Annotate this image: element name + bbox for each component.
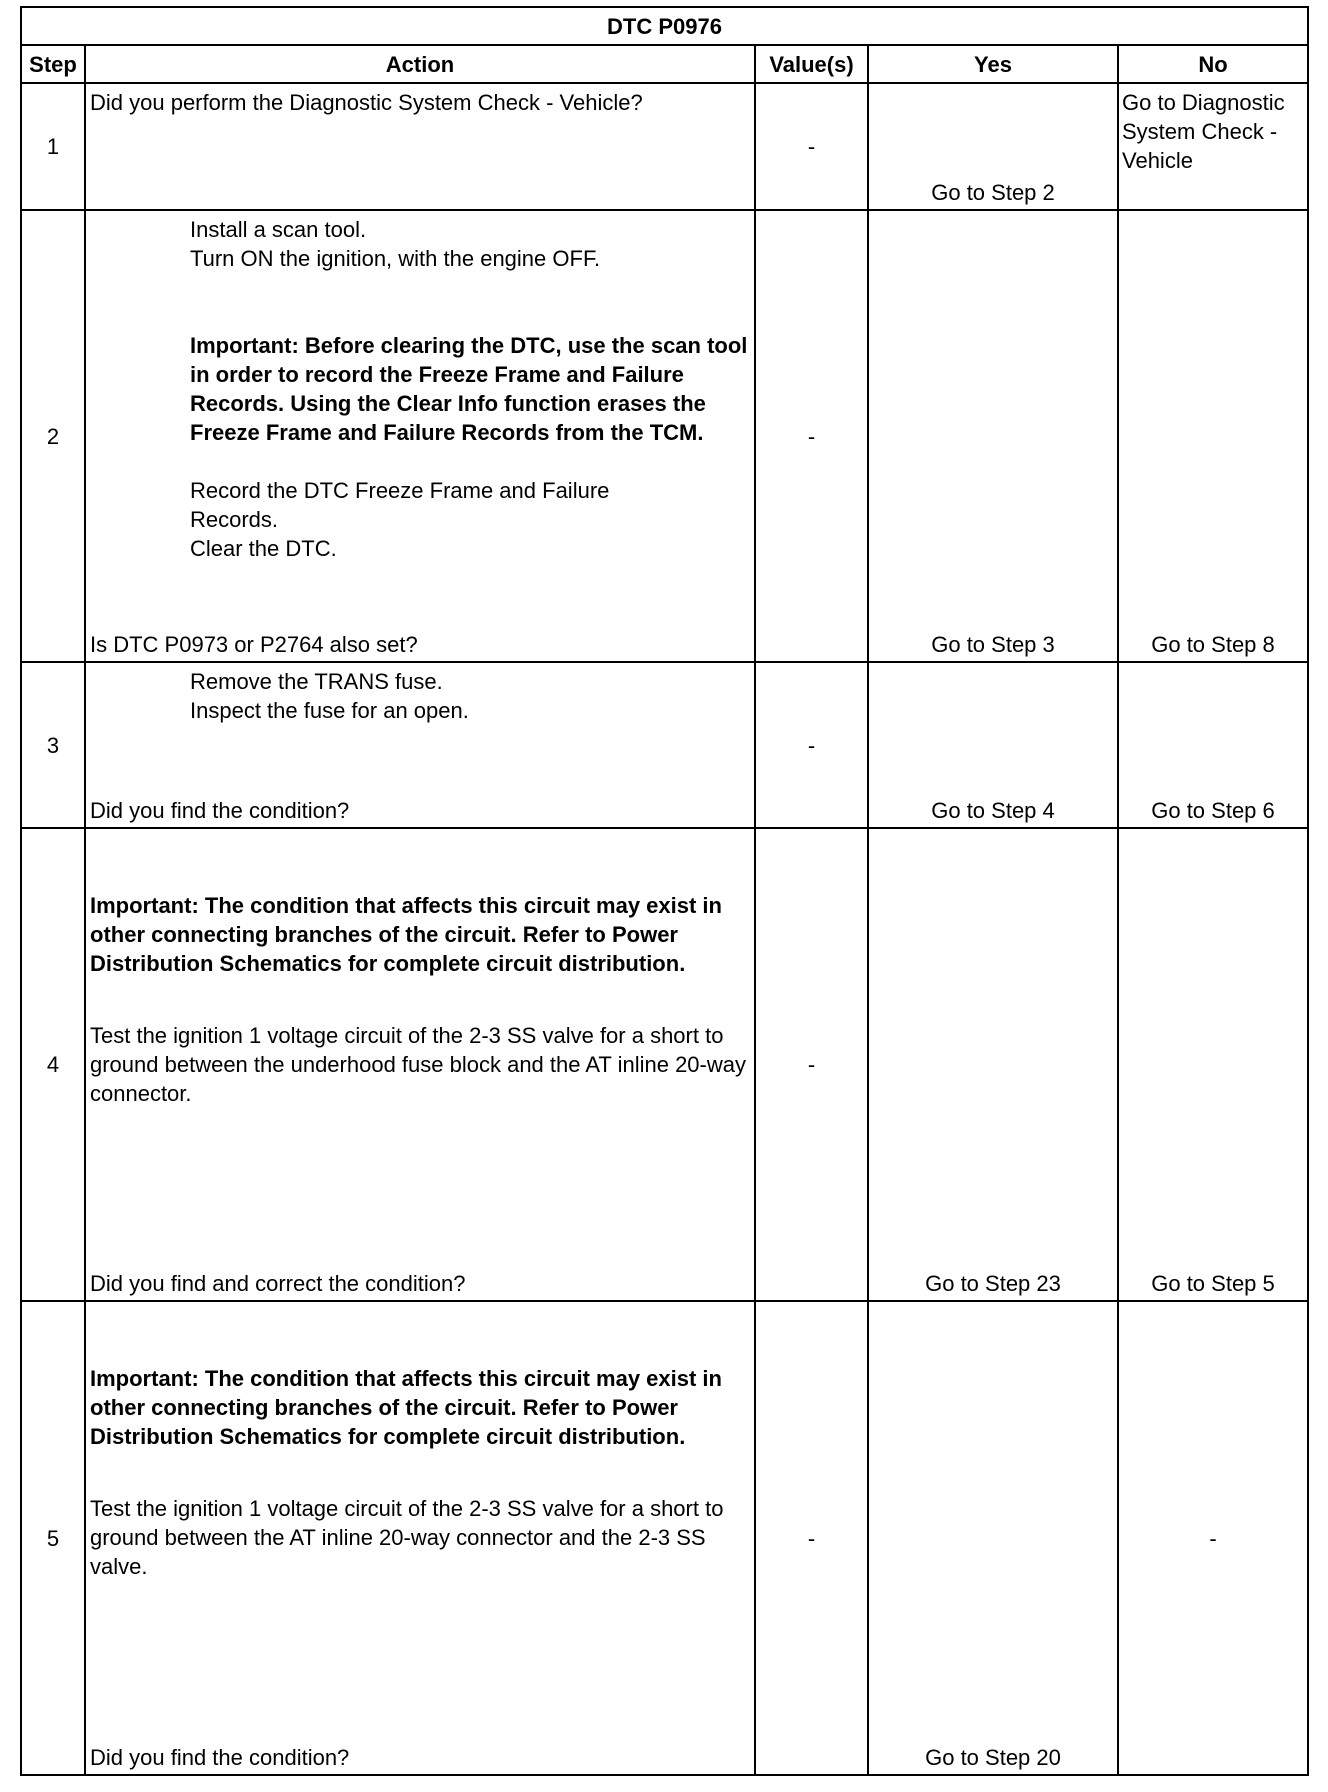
- action-line: Remove the TRANS fuse.: [190, 669, 443, 694]
- value-cell: -: [755, 662, 868, 828]
- table-row: [21, 1301, 1308, 1775]
- table-row: [21, 210, 1308, 662]
- important-note: Important: Before clearing the DTC, use the scan tool in order to record the Freeze Frame and Failure Records. Using the Clear Info function erases the Freeze Frame and Failure Records from the TCM.: [190, 333, 748, 445]
- yes-link[interactable]: Go to Step 3: [931, 632, 1055, 657]
- no-link[interactable]: Go to Diagnostic System Check - Vehicle: [1118, 83, 1308, 210]
- table-row: [21, 83, 1308, 210]
- value-cell: -: [755, 210, 868, 662]
- table-row: [21, 828, 1308, 1301]
- action-question: Did you find and correct the condition?: [90, 1271, 466, 1296]
- table-row: [21, 662, 1308, 828]
- no-link[interactable]: Go to Step 8: [1151, 632, 1275, 657]
- value-cell: -: [755, 83, 868, 210]
- action-text: Test the ignition 1 voltage circuit of the 2-3 SS valve for a short to ground between the AT inline 20-way connector and the 2-3 SS valve.: [90, 1496, 724, 1579]
- action-line: Clear the DTC.: [190, 536, 337, 561]
- action-question: Did you perform the Diagnostic System Check - Vehicle?: [90, 90, 643, 115]
- table-title: DTC P0976: [21, 7, 1308, 45]
- yes-link[interactable]: Go to Step 20: [925, 1745, 1061, 1770]
- header-no: No: [1118, 45, 1308, 83]
- action-line: Inspect the fuse for an open.: [190, 698, 469, 723]
- step-number: 2: [21, 210, 85, 662]
- step-number: 1: [21, 83, 85, 210]
- header-yes: Yes: [868, 45, 1118, 83]
- no-link[interactable]: Go to Step 6: [1151, 798, 1275, 823]
- value-cell: -: [755, 828, 868, 1301]
- action-line: Record the DTC Freeze Frame and Failure Records.: [190, 478, 610, 532]
- no-value: -: [1118, 1301, 1308, 1775]
- step-number: 4: [21, 828, 85, 1301]
- action-question: Did you find the condition?: [90, 798, 350, 823]
- important-note: Important: The condition that affects this circuit may exist in other connecting branches of the circuit. Refer to Power Distribution Schematics for complete circuit distribution.: [90, 1366, 722, 1449]
- step-number: 5: [21, 1301, 85, 1775]
- header-step: Step: [21, 45, 85, 83]
- yes-link[interactable]: Go to Step 4: [931, 798, 1055, 823]
- no-link[interactable]: Go to Step 5: [1151, 1271, 1275, 1296]
- value-cell: -: [755, 1301, 868, 1775]
- diagnostic-table: [20, 6, 1309, 1776]
- action-question: Is DTC P0973 or P2764 also set?: [90, 632, 418, 657]
- step-number: 3: [21, 662, 85, 828]
- action-question: Did you find the condition?: [90, 1745, 350, 1770]
- action-line: Turn ON the ignition, with the engine OFF.: [190, 246, 601, 271]
- action-text: Test the ignition 1 voltage circuit of the 2-3 SS valve for a short to ground between the underhood fuse block and the AT inline 20-way connector.: [90, 1023, 746, 1106]
- yes-link[interactable]: Go to Step 23: [925, 1271, 1061, 1296]
- header-values: Value(s): [755, 45, 868, 83]
- important-note: Important: The condition that affects this circuit may exist in other connecting branches of the circuit. Refer to Power Distribution Schematics for complete circuit distribution.: [90, 893, 722, 976]
- yes-link[interactable]: Go to Step 2: [931, 180, 1055, 205]
- header-action: Action: [85, 45, 755, 83]
- action-line: Install a scan tool.: [190, 217, 367, 242]
